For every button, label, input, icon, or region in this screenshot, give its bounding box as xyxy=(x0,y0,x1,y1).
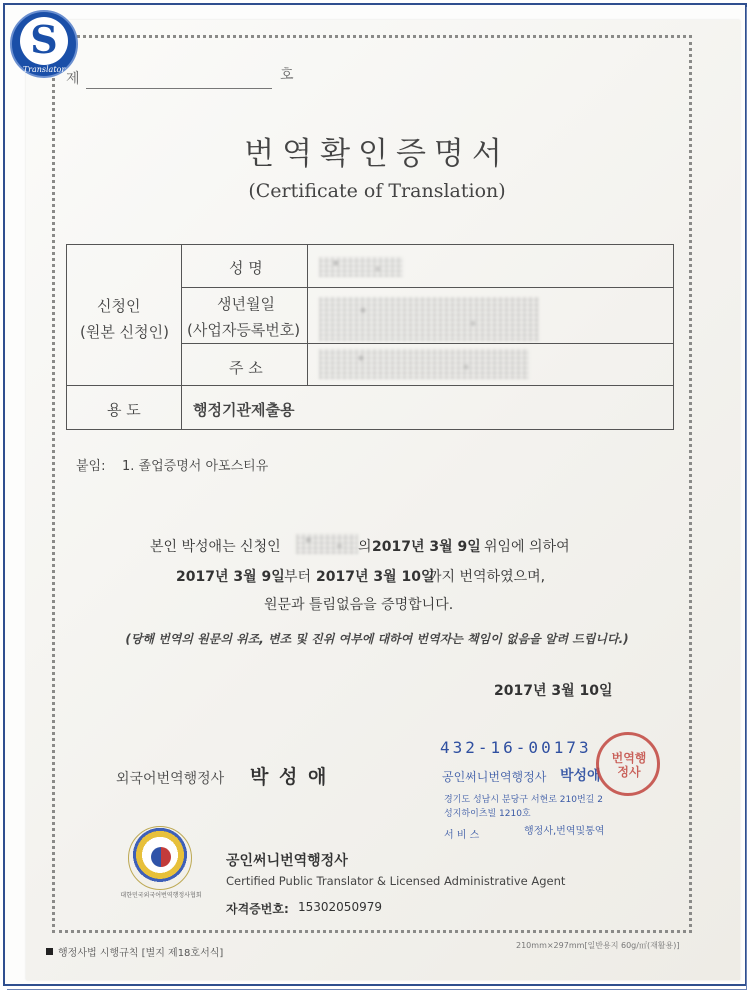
emblem-caption: 대한민국외국어번역행정사협회 xyxy=(120,892,202,899)
cert-number-label: 자격증번호: xyxy=(226,902,289,916)
attachment-label: 붙임: xyxy=(76,459,106,474)
stamp-office-label: 공인써니번역행정사 xyxy=(442,770,547,784)
official-seal xyxy=(596,732,660,796)
statement-line1-c: 위임에 의하여 xyxy=(484,539,570,555)
table-divider-h2 xyxy=(181,343,673,344)
table-divider-v3 xyxy=(181,385,182,430)
emblem-core-icon xyxy=(151,847,171,867)
statement-line2-mid: 부터 xyxy=(284,569,312,585)
birth-label: 생년월일 xyxy=(217,295,275,313)
redacted-name xyxy=(319,257,403,277)
footer-paper-spec: 210mm×297mm[일반용지 60g/㎡(재활용)] xyxy=(516,941,680,950)
number-suffix: 호 xyxy=(280,67,294,83)
table-divider-h1 xyxy=(181,287,673,288)
signature-role: 외국어번역행정사 xyxy=(116,771,225,787)
table-divider-v2 xyxy=(307,245,308,385)
disclaimer-notice: (당해 번역의 원문의 위조, 변조 및 진위 여부에 대하여 번역자는 책임이 없음을 알려 드립니다.) xyxy=(125,632,629,646)
stamp-service-label: 서 비 스 xyxy=(444,830,480,841)
number-underline xyxy=(86,88,272,89)
document-title: 번역확인증명서 xyxy=(244,136,510,172)
statement-line1-b: 의 xyxy=(358,539,372,555)
stamp-address-2: 성지하이츠빌 1210호 xyxy=(444,809,531,819)
number-prefix: 제 xyxy=(66,71,80,87)
address-label: 주 소 xyxy=(229,359,263,377)
redacted-birth-date xyxy=(319,297,539,341)
statement-line1-a: 본인 박성애는 신청인 xyxy=(150,539,281,555)
name-label: 성 명 xyxy=(229,259,263,277)
seal-text: 번역행정사 xyxy=(611,751,647,779)
logo-caption: Translator xyxy=(22,65,66,74)
footer-square-icon xyxy=(46,948,53,955)
statement-line3: 원문과 틀림없음을 증명합니다. xyxy=(264,597,454,613)
statement-line2-end: 까지 번역하였으며, xyxy=(428,569,546,585)
cert-number: 15302050979 xyxy=(298,900,382,914)
office-name-ko: 공인써니번역행정사 xyxy=(226,853,348,869)
statement-line2-to: 2017년 3월 10일 xyxy=(316,569,435,585)
redacted-applicant-name xyxy=(296,534,358,554)
registration-code: 432-16-00173 xyxy=(440,738,592,757)
document-subtitle: (Certificate of Translation) xyxy=(248,180,506,202)
office-name-en: Certified Public Translator & Licensed Administrative Agent xyxy=(226,874,566,888)
applicant-sublabel: (원본 신청인) xyxy=(80,323,169,341)
association-emblem xyxy=(128,826,192,890)
purpose-label: 용 도 xyxy=(107,401,141,419)
stamp-address-1: 경기도 성남시 분당구 서현로 210번길 2 xyxy=(444,795,603,805)
applicant-label: 신청인 xyxy=(97,297,141,315)
statement-line1-date: 2017년 3월 9일 xyxy=(372,539,481,555)
table-divider-v1 xyxy=(181,245,182,385)
footer-rule: 행정사법 시행규칙 [별지 제18호서식] xyxy=(58,948,224,959)
redacted-address xyxy=(319,349,529,379)
purpose-value: 행정기관제출용 xyxy=(193,401,295,419)
issue-date: 2017년 3월 10일 xyxy=(494,683,613,699)
business-number-label: (사업자등록번호) xyxy=(187,321,301,339)
attachment-item: 1. 졸업증명서 아포스티유 xyxy=(122,459,269,474)
table-divider-h3 xyxy=(67,385,673,386)
statement-line2-from: 2017년 3월 9일 xyxy=(176,569,285,585)
stamp-service-value: 행정사,번역및통역 xyxy=(524,826,605,837)
stamp-office-name: 박성애 xyxy=(560,768,601,784)
signature-name: 박 성 애 xyxy=(250,766,329,788)
applicant-table xyxy=(66,244,674,430)
logo-letter: S xyxy=(20,17,68,65)
